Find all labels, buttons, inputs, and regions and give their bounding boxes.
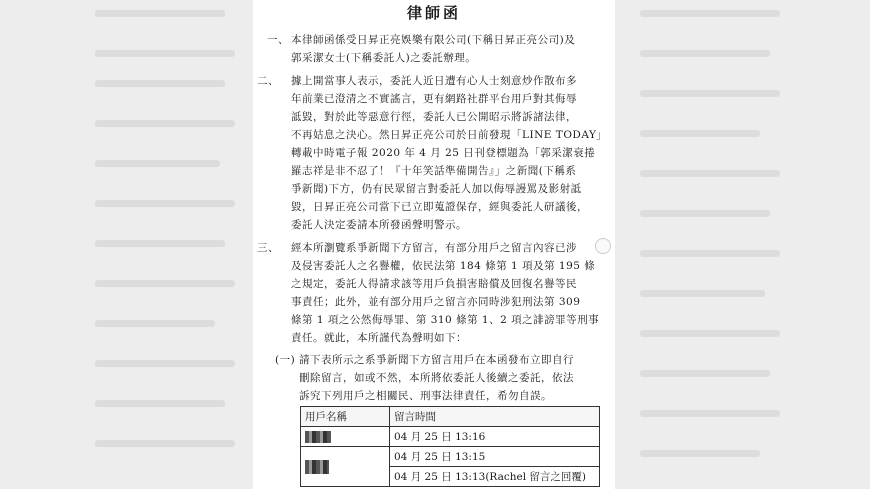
blur-decoration: [95, 400, 225, 407]
section-number: 三、: [257, 242, 279, 254]
table-header-user: 用戶名稱: [301, 407, 390, 427]
section-line: 事責任；此外，並有部分用戶之留言亦同時涉犯刑法第 309: [291, 296, 581, 308]
redacted-username-mosaic: [305, 460, 329, 474]
blur-decoration: [640, 450, 760, 457]
blur-decoration: [640, 410, 780, 417]
blur-decoration: [640, 290, 765, 297]
comment-table: [300, 406, 600, 487]
table-cell-user: [301, 427, 390, 447]
blur-decoration: [640, 370, 770, 377]
table-header-time: 留言時間: [390, 407, 600, 427]
section-number: 一、: [267, 34, 289, 46]
blur-decoration: [95, 440, 235, 447]
blur-decoration: [95, 280, 235, 287]
blur-decoration: [95, 200, 235, 207]
blur-decoration: [640, 170, 780, 177]
section-line: 詆毀，對於此等惡意行徑，委託人已公開昭示將訴諸法律，: [291, 111, 577, 123]
blur-decoration: [640, 330, 780, 337]
section-line: 毀，日昇正亮公司當下已立即蒐證保存，經與委託人研議後，: [291, 201, 588, 213]
table-cell-time: 04 月 25 日 13:16: [390, 427, 600, 447]
table-row: [301, 447, 600, 467]
table-row: [301, 427, 600, 447]
blur-decoration: [640, 250, 780, 257]
blur-decoration: [640, 130, 760, 137]
section-line: 之規定，委託人得請求該等用戶負損害賠償及回復名譽等民: [291, 278, 577, 290]
blur-decoration: [95, 320, 215, 327]
section-line: 本律師函係受日昇正亮娛樂有限公司(下稱日昇正亮公司)及: [291, 34, 576, 46]
subsection-number: (一): [275, 354, 296, 366]
section-number: 二、: [257, 75, 279, 87]
blur-decoration: [640, 50, 770, 57]
letter-page: [253, 0, 615, 489]
subsection-line: 請下表所示之系爭新聞下方留言用戶在本函發布立即自行: [299, 354, 574, 366]
section-line: 責任。就此，本所謹代為聲明如下：: [291, 332, 467, 344]
table-cell-user: [301, 447, 390, 487]
section-line: 羅志祥是非不忍了！『十年笑話準備開告』」之新聞(下稱系: [291, 165, 577, 177]
blur-decoration: [95, 80, 225, 87]
section-line: 條第 1 項之公然侮辱罪、第 310 條第 1、2 項之誹謗罪等刑事: [291, 314, 600, 326]
section-line: 經本所瀏覽系爭新聞下方留言，有部分用戶之留言內容已涉: [291, 242, 577, 254]
section-line: 委託人決定委請本所發函聲明警示。: [291, 219, 467, 231]
blur-decoration: [95, 10, 225, 17]
page-edge-marker: [595, 238, 611, 254]
subsection-line: 刪除留言，如或不然，本所將依委託人後續之委託，依法: [299, 372, 574, 384]
blur-decoration: [640, 10, 780, 17]
letter-title: 律師函: [406, 4, 461, 22]
table-header-row: [301, 407, 600, 427]
redacted-username-mosaic: [305, 431, 331, 443]
section-line: 據上開當事人表示，委託人近日遭有心人士刻意炒作散布多: [291, 75, 577, 87]
blur-decoration: [95, 160, 220, 167]
table-cell-time: 04 月 25 日 13:13(Rachel 留言之回覆): [390, 467, 600, 487]
blur-decoration: [95, 120, 235, 127]
section-line: 轉載中時電子報 2020 年 4 月 25 日刊登標題為「郭采潔衰捲: [291, 147, 596, 159]
table-cell-time: 04 月 25 日 13:15: [390, 447, 600, 467]
section-line: 不再姑息之決心。然日昇正亮公司於日前發現「LINE TODAY」: [291, 129, 608, 141]
blur-decoration: [640, 210, 770, 217]
blur-decoration: [95, 240, 225, 247]
section-line: 年前業已澄清之不實謠言，更有網路社群平台用戶對其侮辱: [291, 93, 577, 105]
section-line: 爭新聞)下方，仍有民眾留言對委託人加以侮辱謾罵及影射詆: [291, 183, 582, 195]
blur-decoration: [640, 90, 780, 97]
blur-decoration: [95, 360, 235, 367]
subsection-line: 訴究下列用戶之相關民、刑事法律責任，希勿自誤。: [299, 390, 552, 402]
blur-decoration: [95, 50, 235, 57]
section-line: 及侵害委託人之名譽權，依民法第 184 條第 1 項及第 195 條: [291, 260, 596, 272]
section-line: 郭采潔女士(下稱委託人)之委託辦理。: [291, 52, 477, 64]
